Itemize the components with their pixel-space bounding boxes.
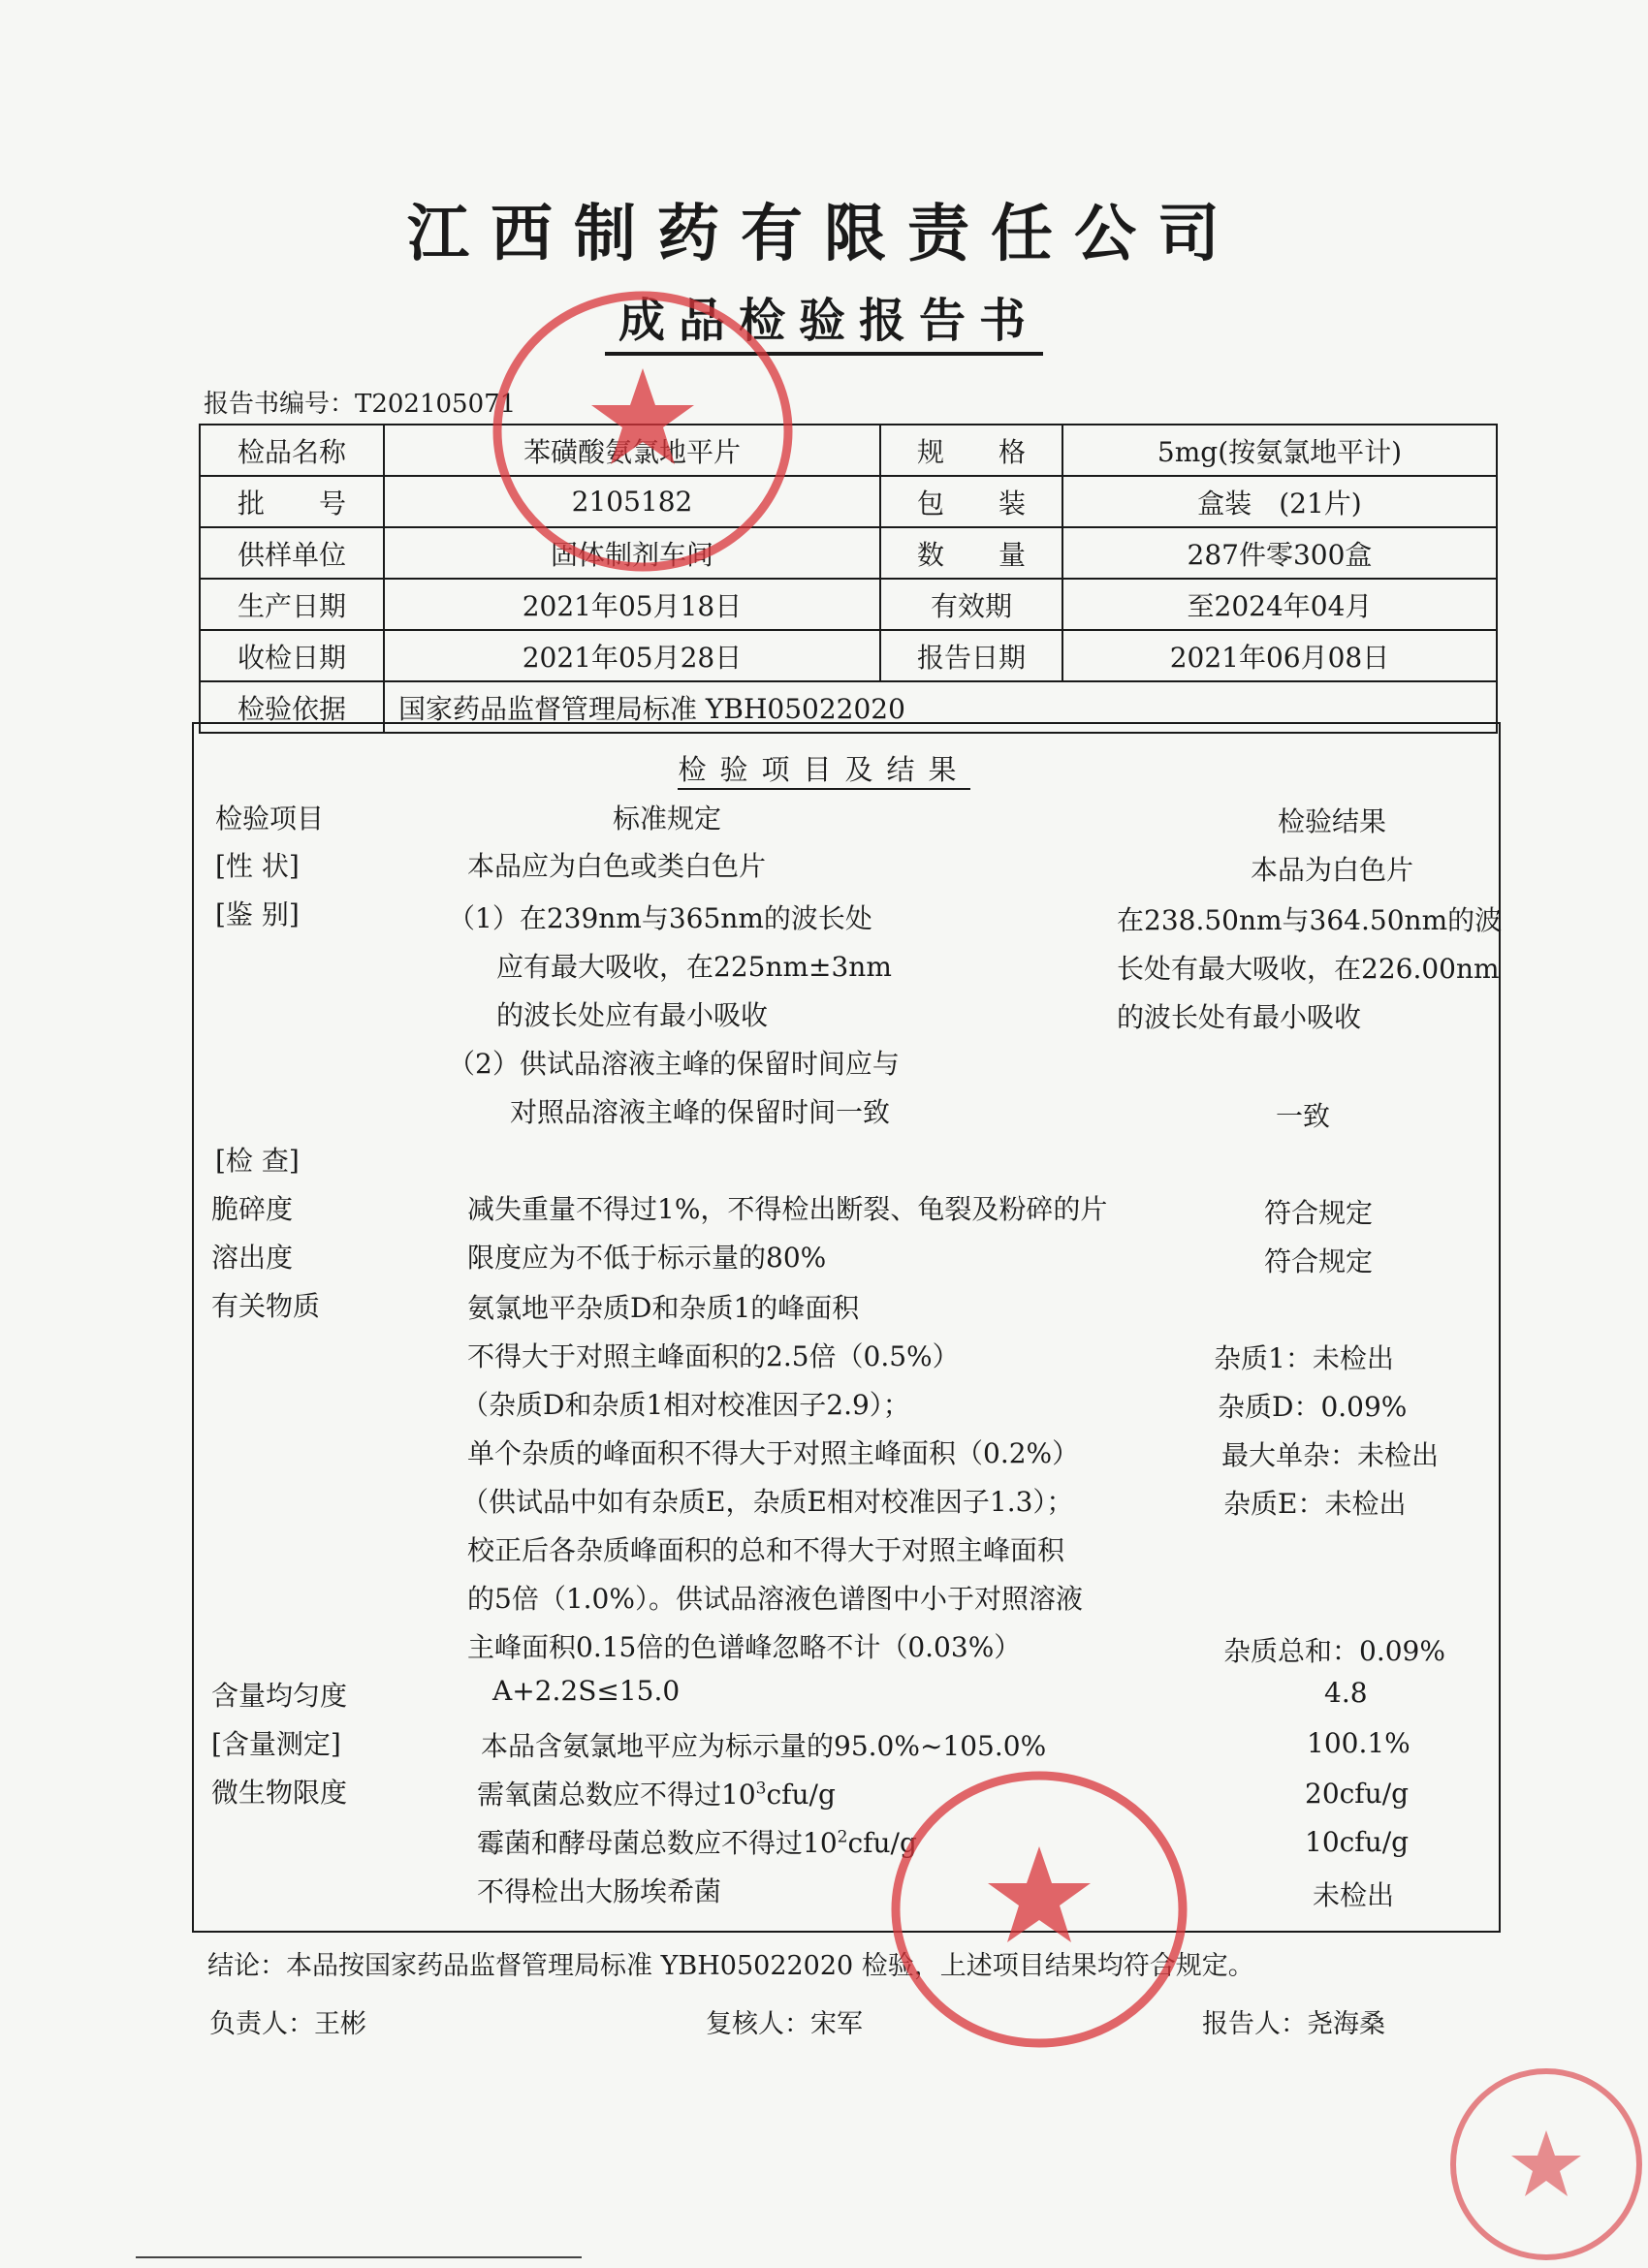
col-header-standard: 标准规定 [613, 803, 722, 835]
item-related: 有关物质 [211, 1290, 321, 1322]
result-identification-line: 一致 [1276, 1100, 1331, 1132]
standard-microbial-unit: cfu/g [766, 1779, 836, 1811]
label-receipt-date: 收检日期 [200, 630, 384, 681]
item-friability: 脆碎度 [211, 1193, 294, 1225]
result-dissolution: 符合规定 [1264, 1245, 1374, 1277]
standard-related-line: 氨氯地平杂质D和杂质1的峰面积 [467, 1292, 860, 1324]
result-appearance: 本品为白色片 [1251, 854, 1414, 886]
label-report-date: 报告日期 [880, 630, 1062, 681]
standard-identification-line: （1）在239nm与365nm的波长处 [448, 902, 872, 934]
standard-microbial-unit: cfu/g [847, 1827, 917, 1859]
info-row [200, 527, 1497, 579]
standard-microbial-text: 霉菌和酵母菌总数应不得过10 [477, 1827, 838, 1859]
scan-edge-mark [136, 2256, 582, 2258]
label-package: 包 装 [880, 476, 1062, 527]
signature-reporter: 报告人：尧海桑 [1202, 2009, 1385, 2039]
standard-related-line: 的5倍（1.0%）。供试品溶液色谱图中小于对照溶液 [467, 1583, 1083, 1615]
standard-appearance: 本品应为白色或类白色片 [467, 850, 767, 882]
item-identification: [鉴 别] [215, 898, 300, 930]
standard-microbial-line: 不得检出大肠埃希菌 [477, 1875, 722, 1907]
item-microbial: 微生物限度 [211, 1777, 348, 1809]
info-row [200, 579, 1497, 630]
document-title-text: 成品检验报告书 [605, 294, 1043, 356]
label-product-name: 检品名称 [200, 425, 384, 476]
result-assay: 100.1% [1307, 1727, 1410, 1759]
standard-identification-line: （2）供试品溶液主峰的保留时间应与 [448, 1048, 900, 1080]
signature-reviewer: 复核人：宋军 [706, 2009, 863, 2039]
value-product-name: 苯磺酸氨氯地平片 [384, 425, 880, 476]
info-row [200, 476, 1497, 527]
standard-microbial-exponent: 3 [755, 1779, 767, 1799]
result-related-line: 杂质1：未检出 [1214, 1342, 1394, 1374]
result-identification-line: 在238.50nm与364.50nm的波 [1117, 904, 1503, 936]
standard-related-line: 单个杂质的峰面积不得大于对照主峰面积（0.2%） [467, 1437, 1080, 1469]
standard-dissolution: 限度应为不低于标示量的80% [467, 1242, 827, 1274]
standard-microbial-text: 需氧菌总数应不得过10 [477, 1779, 756, 1811]
info-row [200, 630, 1497, 681]
item-dissolution: 溶出度 [211, 1242, 294, 1274]
result-related-line: 杂质D：0.09% [1218, 1391, 1408, 1423]
standard-related-line: 不得大于对照主峰面积的2.5倍（0.5%） [467, 1340, 960, 1372]
col-header-result: 检验结果 [1278, 805, 1387, 837]
value-report-date: 2021年06月08日 [1062, 630, 1497, 681]
result-microbial-line: 20cfu/g [1305, 1778, 1410, 1810]
conclusion: 结论：本品按国家药品监督管理局标准 YBH05022020 检验，上述项目结果均符合规定。 [207, 1951, 1254, 1981]
standard-identification-line: 的波长处应有最小吸收 [496, 999, 769, 1031]
value-expiry: 至2024年04月 [1062, 579, 1497, 630]
standard-uniformity: A+2.2S≤15.0 [492, 1675, 681, 1707]
result-related-line: 杂质E：未检出 [1223, 1488, 1407, 1520]
company-name: 江西制药有限责任公司 [407, 198, 1241, 270]
signature-responsible: 负责人：王彬 [209, 2009, 366, 2039]
standard-microbial-line [477, 1822, 917, 1861]
info-row [200, 425, 1497, 476]
label-supplier: 供样单位 [200, 527, 384, 579]
value-quantity: 287件零300盒 [1062, 527, 1497, 579]
results-title-text: 检验项目及结果 [678, 753, 969, 790]
label-batch: 批 号 [200, 476, 384, 527]
standard-related-line: 主峰面积0.15倍的色谱峰忽略不计（0.03%） [467, 1631, 1022, 1663]
check-label: [检 查] [215, 1145, 300, 1177]
standard-related-line: （供试品中如有杂质E，杂质E相对校准因子1.3）； [461, 1486, 1074, 1518]
standard-related-line: 校正后各杂质峰面积的总和不得大于对照主峰面积 [467, 1534, 1065, 1566]
standard-identification-line: 对照品溶液主峰的保留时间一致 [510, 1096, 891, 1128]
corner-stamp [1435, 2063, 1648, 2266]
result-microbial-line: 10cfu/g [1305, 1826, 1410, 1858]
label-basis: 检验依据 [200, 681, 384, 733]
label-expiry: 有效期 [880, 579, 1062, 630]
result-uniformity: 4.8 [1324, 1677, 1368, 1709]
result-related-line: 最大单杂：未检出 [1221, 1439, 1440, 1471]
item-assay: [含量测定] [211, 1728, 341, 1760]
value-spec: 5mg(按氨氯地平计) [1062, 425, 1497, 476]
result-microbial-line: 未检出 [1313, 1879, 1395, 1911]
label-production-date: 生产日期 [200, 579, 384, 630]
standard-microbial-exponent: 2 [837, 1827, 848, 1847]
result-related-line: 杂质总和：0.09% [1223, 1635, 1445, 1667]
value-batch: 2105182 [384, 476, 880, 527]
result-identification-line: 的波长处有最小吸收 [1117, 1001, 1362, 1033]
label-spec: 规 格 [880, 425, 1062, 476]
info-table [199, 424, 1498, 734]
standard-related-line: （杂质D和杂质1相对校准因子2.9）； [461, 1389, 910, 1421]
standard-identification-line: 应有最大吸收，在225nm±3nm [496, 951, 892, 983]
item-uniformity: 含量均匀度 [211, 1680, 348, 1712]
value-package: 盒装 (21片) [1062, 476, 1497, 527]
report-number: 报告书编号：T202105071 [204, 390, 517, 419]
standard-microbial-line [477, 1774, 836, 1812]
quality-stamp [884, 1764, 1194, 2055]
value-production-date: 2021年05月18日 [384, 579, 880, 630]
value-basis: 国家药品监督管理局标准 YBH05022020 [384, 681, 1497, 733]
standard-friability: 减失重量不得过1%，不得检出断裂、龟裂及粉碎的片 [467, 1193, 1108, 1225]
standard-assay: 本品含氨氯地平应为标示量的95.0%~105.0% [481, 1730, 1047, 1762]
result-identification-line: 长处有最大吸收，在226.00nm [1117, 953, 1500, 985]
result-friability: 符合规定 [1264, 1197, 1374, 1229]
value-receipt-date: 2021年05月28日 [384, 630, 880, 681]
company-inspection-stamp [483, 281, 803, 582]
col-header-item: 检验项目 [215, 803, 325, 835]
value-supplier: 固体制剂车间 [384, 527, 880, 579]
document-title [0, 283, 1648, 350]
item-appearance: [性 状] [215, 850, 300, 882]
results-title [0, 748, 1648, 788]
label-quantity: 数 量 [880, 527, 1062, 579]
